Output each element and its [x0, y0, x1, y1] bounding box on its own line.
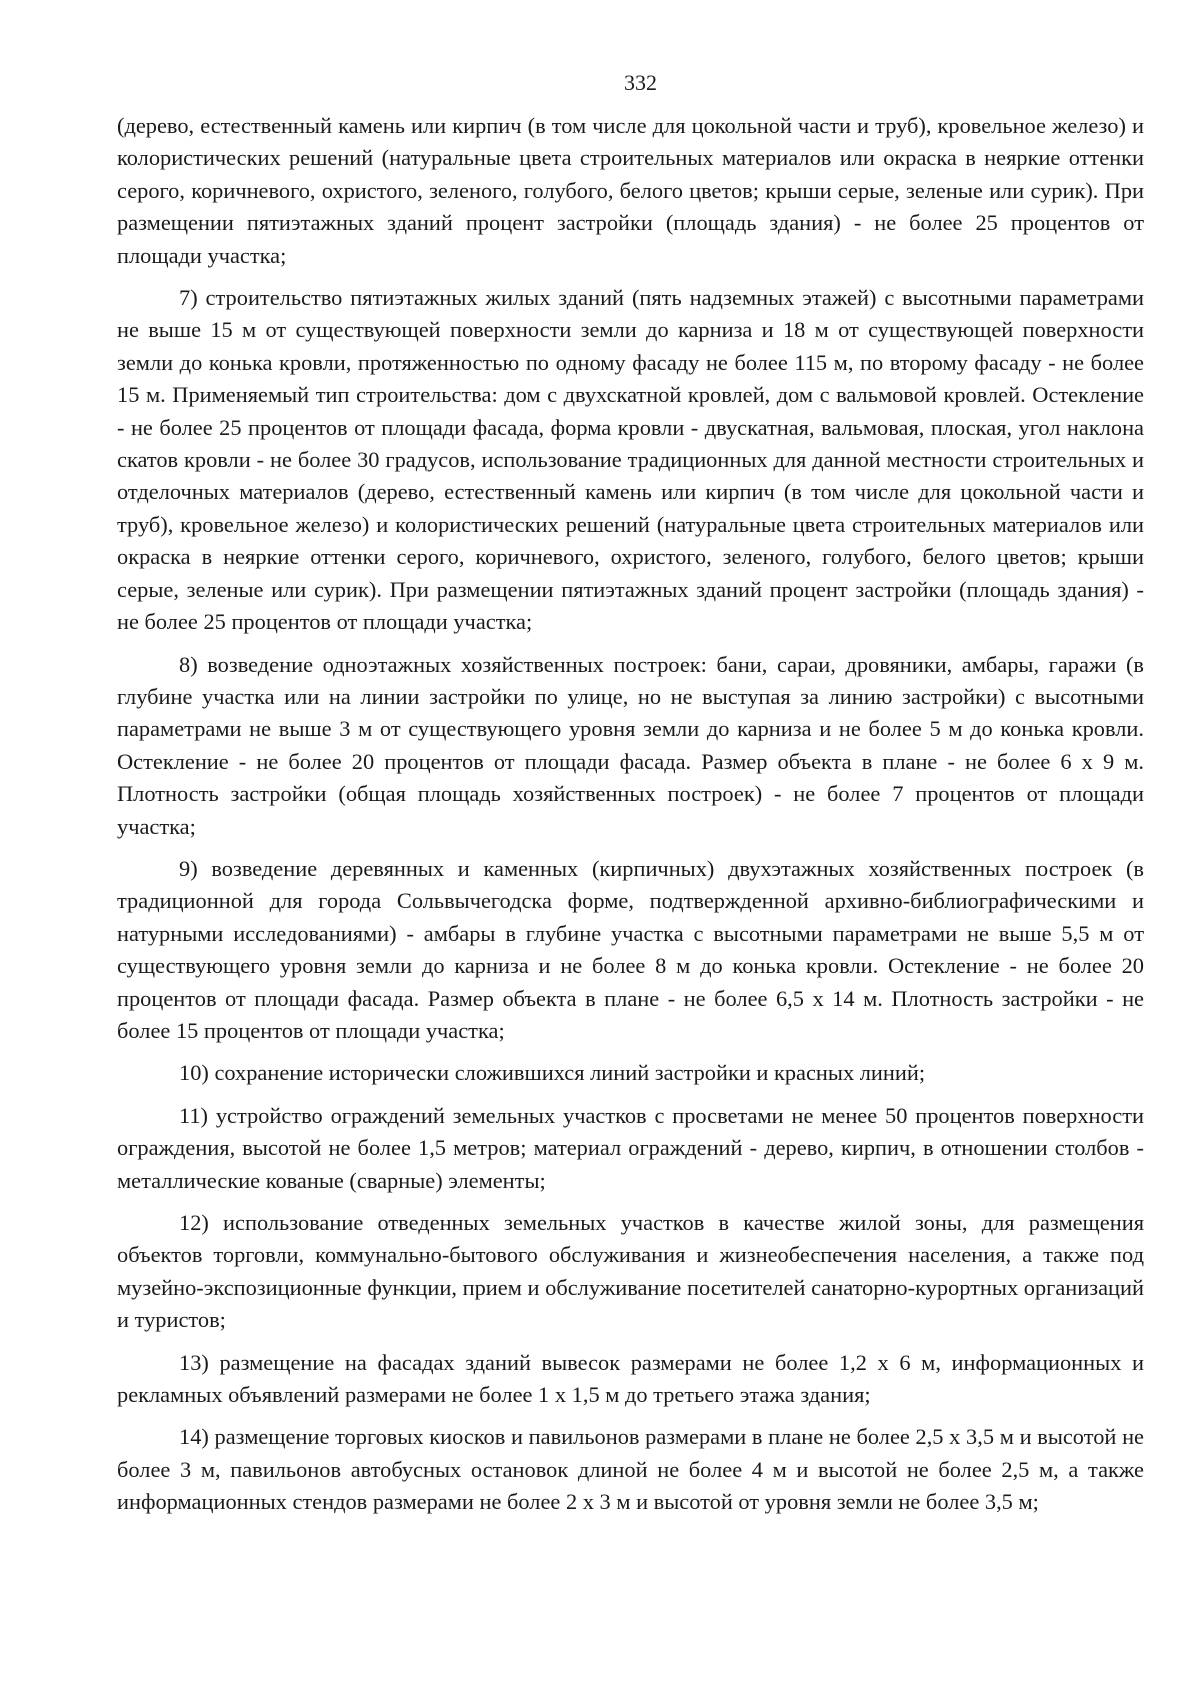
- paragraph-continuation: (дерево, естественный камень или кирпич (в том числе для цокольной части и труб), кровельное железо) и колористических решений (натуральные цвета строительных материалов или окраска в неяркие оттенки серого, коричневого, охристого, зеленого, голубого, белого цветов; крыши серые, зеленые или сурик). При размещении пятиэтажных зданий процент застройки (площадь здания) - не более 25 процентов от площади участка;: [117, 113, 1144, 268]
- paragraph-item-13: 13) размещение на фасадах зданий вывесок размерами не более 1,2 х 6 м, информационных и рекламных объявлений размерами не более 1 х 1,5 м до третьего этажа здания;: [117, 1349, 1144, 1408]
- paragraph-item-11: 11) устройство ограждений земельных участков с просветами не менее 50 процентов поверхности ограждения, высотой не более 1,5 метров; материал ограждений - дерево, кирпич, в отношении столбов - металлические кованые (сварные) элементы;: [117, 1102, 1144, 1193]
- paragraph-item-9: 9) возведение деревянных и каменных (кирпичных) двухэтажных хозяйственных построек (в традиционной для города Сольвычегодска форме, подтвержденной архивно-библиографическими и натурными исследованиями) - амбары в глубине участка с высотными параметрами не выше 5,5 м от существующего уровня земли до карниза и не более 8 м до конька кровли. Остекление - не более 20 процентов от площади фасада. Размер объекта в плане - не более 6,5 х 14 м. Плотность застройки - не более 15 процентов от площади участка;: [117, 855, 1144, 1043]
- paragraph-item-7: 7) строительство пятиэтажных жилых зданий (пять надземных этажей) с высотными параметрами не выше 15 м от существующей поверхности земли до карниза и 18 м от существующей поверхности земли до конька кровли, протяженностью по одному фасаду не более 115 м, по второму фасаду - не более 15 м. Применяемый тип строительства: дом с двухскатной кровлей, дом с вальмовой кровлей. Остекление - не более 25 процентов от площади фасада, форма кровли - двускатная, вальмовая, плоская, угол наклона скатов кровли - не более 30 градусов, использование традиционных для данной местности строительных и отделочных материалов (дерево, естественный камень или кирпич (в том числе для цокольной части и труб), кровельное железо) и колористических решений (натуральные цвета строительных материалов или окраска в неяркие оттенки серого, коричневого, охристого, зеленого, голубого, белого цветов; крыши серые, зеленые или сурик). При размещении пятиэтажных зданий процент застройки (площадь здания) - не более 25 процентов от площади участка;: [117, 285, 1144, 635]
- paragraph-item-10: 10) сохранение исторически сложившихся линий застройки и красных линий;: [179, 1060, 926, 1086]
- paragraph-item-12: 12) использование отведенных земельных участков в качестве жилой зоны, для размещения объектов торговли, коммунально-бытового обслуживания и жизнеобеспечения населения, а также под музейно-экспозиционные функции, прием и обслуживание посетителей санаторно-курортных организаций и туристов;: [117, 1210, 1144, 1333]
- paragraph-item-8: 8) возведение одноэтажных хозяйственных построек: бани, сараи, дровяники, амбары, гаражи (в глубине участка или на линии застройки по улице, но не выступая за линию застройки) с высотными параметрами не выше 3 м от существующего уровня земли до карниза и не более 5 м до конька кровли. Остекление - не более 20 процентов от площади фасада. Размер объекта в плане - не более 6 х 9 м. Плотность застройки (общая площадь хозяйственных построек) - не более 7 процентов от площади участка;: [117, 651, 1144, 839]
- page-number: 332: [624, 70, 657, 95]
- paragraph-item-14: 14) размещение торговых киосков и павильонов размерами в плане не более 2,5 х 3,5 м и высотой не более 3 м, павильонов автобусных остановок длиной не более 4 м и высотой не более 2,5 м, а также информационных стендов размерами не более 2 х 3 м и высотой от уровня земли не более 3,5 м;: [117, 1424, 1144, 1515]
